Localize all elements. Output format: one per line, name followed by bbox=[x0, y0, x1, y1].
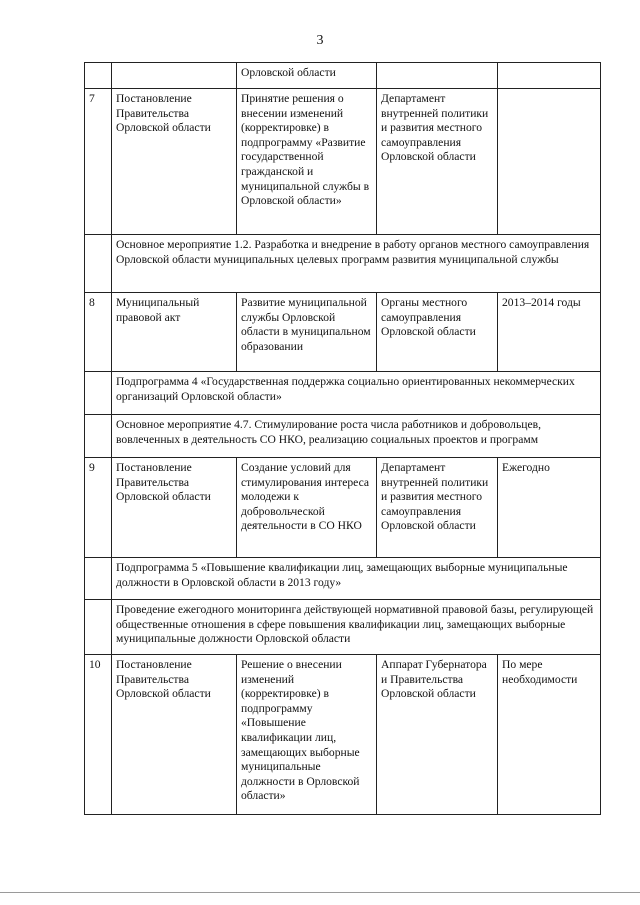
cell-num: 10 bbox=[85, 655, 112, 815]
table-row bbox=[85, 655, 601, 815]
bottom-divider bbox=[0, 892, 640, 893]
cell-responsible: Департамент внутренней политики и развития местного самоуправления Орловской области bbox=[377, 458, 498, 558]
section-header-subprogram-5: Подпрограмма 5 «Повышение квалификации лиц, замещающих выборные муниципальные должности в Орловской области в 2013 году» bbox=[112, 558, 601, 600]
table-row bbox=[85, 235, 601, 293]
table-row bbox=[85, 293, 601, 372]
cell-description: Решение о внесении изменений (корректировке) в подпрограмму «Повышение квалификации лиц, замещающих выборные муниципальные должности в Орловской области» bbox=[237, 655, 377, 815]
cell-document: Постановление Правительства Орловской области bbox=[112, 458, 237, 558]
cell-description: Принятие решения о внесении изменений (корректировке) в подпрограмму «Развитие государственной гражданской и муниципальной службы в Орловской области» bbox=[237, 89, 377, 235]
cell-num: 7 bbox=[85, 89, 112, 235]
page-number: 3 bbox=[316, 33, 324, 48]
table-row bbox=[85, 558, 601, 600]
cell-num bbox=[85, 235, 112, 293]
measures-table bbox=[84, 62, 601, 815]
table-row bbox=[85, 415, 601, 458]
cell-term bbox=[498, 63, 601, 89]
cell-term bbox=[498, 89, 601, 235]
cell-responsible: Аппарат Губернатора и Правительства Орловской области bbox=[377, 655, 498, 815]
table-row bbox=[85, 600, 601, 655]
cell-responsible: Департамент внутренней политики и развития местного самоуправления Орловской области bbox=[377, 89, 498, 235]
cell-term: По мере необходимости bbox=[498, 655, 601, 815]
section-header-activity-1-2: Основное мероприятие 1.2. Разработка и внедрение в работу органов местного самоуправления Орловской области муниципальных целевых программ развития муниципальной службы bbox=[112, 235, 601, 293]
cell-document bbox=[112, 63, 237, 89]
section-header-subprogram-4: Подпрограмма 4 «Государственная поддержка социально ориентированных некоммерческих организаций Орловской области» bbox=[112, 372, 601, 415]
cell-document: Постановление Правительства Орловской области bbox=[112, 89, 237, 235]
table-row bbox=[85, 89, 601, 235]
cell-num bbox=[85, 372, 112, 415]
table-row bbox=[85, 372, 601, 415]
cell-description: Орловской области bbox=[237, 63, 377, 89]
cell-num bbox=[85, 63, 112, 89]
cell-term: 2013–2014 годы bbox=[498, 293, 601, 372]
cell-description: Создание условий для стимулирования интереса молодежи к добровольческой деятельности в СО НКО bbox=[237, 458, 377, 558]
section-header-monitoring: Проведение ежегодного мониторинга действующей нормативной правовой базы, регулирующей общественные отношения в сфере повышения квалификации лиц, замещающих выборные муниципальные должности Орловской области bbox=[112, 600, 601, 655]
cell-num bbox=[85, 558, 112, 600]
cell-responsible bbox=[377, 63, 498, 89]
cell-num: 8 bbox=[85, 293, 112, 372]
cell-num bbox=[85, 600, 112, 655]
cell-term: Ежегодно bbox=[498, 458, 601, 558]
cell-document: Постановление Правительства Орловской области bbox=[112, 655, 237, 815]
cell-num: 9 bbox=[85, 458, 112, 558]
table-row bbox=[85, 458, 601, 558]
section-header-activity-4-7: Основное мероприятие 4.7. Стимулирование роста числа работников и добровольцев, вовлеченных в деятельность СО НКО, реализацию социальных проектов и программ bbox=[112, 415, 601, 458]
table-row bbox=[85, 63, 601, 89]
cell-document: Муниципальный правовой акт bbox=[112, 293, 237, 372]
cell-description: Развитие муниципальной службы Орловской области в муниципальном образовании bbox=[237, 293, 377, 372]
cell-responsible: Органы местного самоуправления Орловской области bbox=[377, 293, 498, 372]
cell-num bbox=[85, 415, 112, 458]
